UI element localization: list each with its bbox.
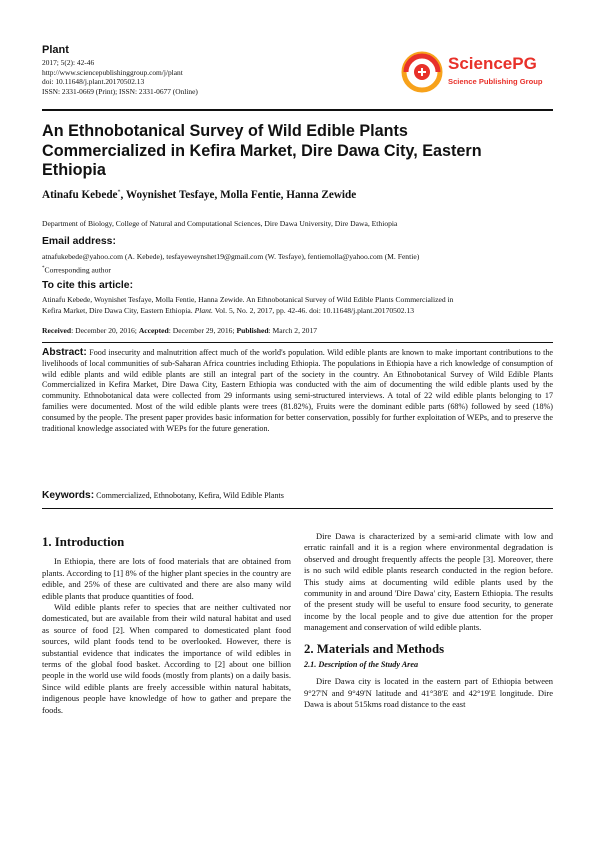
citation-line: Atinafu Kebede, Woynishet Tesfaye, Molla Fentie, Hanna Zewide. An Ethnobotanical Survey of Wild Edible Plants Commercialized in [42, 295, 454, 304]
accepted-date: : December 29, 2016; [168, 326, 237, 335]
received-label: Received [42, 326, 72, 335]
methods-heading: 2. Materials and Methods [304, 641, 445, 656]
abstract-bottom-rule [42, 508, 553, 509]
body-paragraph: Dire Dawa city is located in the eastern part of Ethiopia between 9°27'N and 9°49'N latitude and 41°38'E and 42°19'E longitude. Dire Dawa is about 515kms road distance to the east [304, 676, 553, 710]
header-rule [42, 109, 553, 111]
title-line: Ethiopia [42, 161, 106, 180]
abstract-text: Food insecurity and malnutrition affect much of the world's population. Wild edible plants are known to make important contributions to the livelihoods of local communities of sub-Saharan Africa countries including Ethiopia. The populations in Ethiopia have a rich knowledge of consumption of wild edible plants and wild edible plants are still an integral part of the society in the country. An Ethnobotanical Survey of Wild Edible Plants Commercialized in Kefira Market, Dire Dawa City, Eastern Ethiopia was conducted with the aim of documenting the wild edible plants used by the community. Ethnobotanical data were collected from 29 informants using semi-structured interviews. A total of 22 wild edible plants belonging to 17 families were documented. Most of the wild edible plants were trees (81.82%), Fruits were the dominant edible parts (68%) followed by seed (18%) consumed by the people. The present paper provides basic information for better conservation, possibly for further exploitation of WEPs, and to preserve the traditional knowledge associated with WEPs for the future generation. [42, 348, 553, 433]
received-date: : December 20, 2016; [71, 326, 139, 335]
cite-heading: To cite this article: [42, 280, 134, 291]
meta-volume: 2017; 5(2): 42-46 [42, 58, 95, 67]
citation-line [42, 305, 553, 316]
abstract-top-rule [42, 342, 553, 343]
corresponding-label: Corresponding author [44, 265, 111, 275]
affiliation: Department of Biology, College of Natural and Computational Sciences, Dire Dawa University, Dire Dawa, Ethiopia [42, 219, 398, 228]
intro-heading: 1. Introduction [42, 535, 125, 549]
title-line: Commercialized in Kefira Market, Dire Dawa City, Eastern [42, 141, 482, 160]
publisher-logo [400, 50, 560, 94]
study-area-subheading: 2.1. Description of the Study Area [304, 660, 419, 670]
abstract-block [42, 348, 553, 434]
body-paragraph: Dire Dawa is characterized by a semi-arid climate with low and erratic rainfall and it is a region where environmental degradation is observed and drought frequently affects the people [3]. Moreover, there is no such wild edible plants research conducted in the region before. This study aims at documenting wild edible plants used by the community in and around 'Dire Dawa' city, Eastern Ethiopia. The results of the present study will be useful to ensure food security, to generate income by the local people and to give due attention for the proper management and conservation of wild edible plants. [304, 531, 553, 633]
corresponding-mark: * [117, 189, 121, 196]
meta-doi[interactable]: doi: 10.11648/j.plant.20170502.13 [42, 77, 145, 86]
citation-doi[interactable]: Vol. 5, No. 2, 2017, pp. 42-46. doi: 10.11648/j.plant.20170502.13 [212, 306, 415, 315]
left-column [42, 537, 291, 716]
email-heading: Email address: [42, 236, 116, 247]
keywords-text: Commercialized, Ethnobotany, Kefira, Wild Edible Plants [96, 491, 284, 500]
journal-meta [42, 58, 198, 96]
logo-tagline: Science Publishing Group [448, 77, 543, 86]
first-author: Atinafu Kebede [42, 189, 118, 201]
citation-text: Kefira Market, Dire Dawa City, Eastern Ethiopia. [42, 306, 195, 315]
article-dates [42, 325, 317, 336]
published-label: Published [236, 326, 269, 335]
abstract-label: Abstract: [42, 347, 87, 358]
published-date: : March 2, 2017 [268, 326, 318, 335]
journal-name: Plant [42, 44, 69, 56]
accepted-label: Accepted [138, 326, 169, 335]
right-column [304, 531, 553, 711]
corresponding-mark: * [42, 266, 45, 271]
author-list [42, 189, 356, 201]
meta-issn: ISSN: 2331-0669 (Print); ISSN: 2331-0677 (Online) [42, 86, 198, 96]
logo-brand: SciencePG [448, 54, 537, 73]
citation [42, 294, 553, 316]
intro-paragraph: In Ethiopia, there are lots of food materials that are obtained from plants. According to [1] 8% of the higher plant species in the country are edible, and 25% of these are cultivated and there are also many wild edible plants that produce quantities of food. [42, 556, 291, 601]
citation-journal: Plant. [194, 306, 213, 315]
other-authors: , Woynishet Tesfaye, Molla Fentie, Hanna Zewide [120, 189, 357, 201]
intro-paragraph: Wild edible plants refer to species that are neither cultivated nor domesticated, but are available from their wild natural habitat and used as source of food [2]. When compared to domesticated plant food sources, wild plant foods tend to be overlooked. However, there is substantial evidence that indicates the importance of wild edibles in terms of the global food basket. According to [2] about one billion people in the world use wild foods (mostly from plants) on a daily basis. Since wild edible plants are freely accessible within natural habitats, indigenous people have knowledge of how to gather and prepare the foods. [42, 602, 291, 715]
keywords-label: Keywords: [42, 490, 95, 501]
title-line: An Ethnobotanical Survey of Wild Edible Plants [42, 122, 408, 140]
article-title [42, 122, 542, 181]
meta-url[interactable]: http://www.sciencepublishinggroup.com/j/plant [42, 67, 183, 77]
keywords-block [42, 490, 284, 501]
corresponding-note [42, 263, 111, 276]
email-list[interactable]: atnafukebede@yahoo.com (A. Kebede), tesfayeweynshet19@gmail.com (W. Tesfaye), fentiemolla@yahoo.com (M. Fentie) [42, 252, 420, 261]
